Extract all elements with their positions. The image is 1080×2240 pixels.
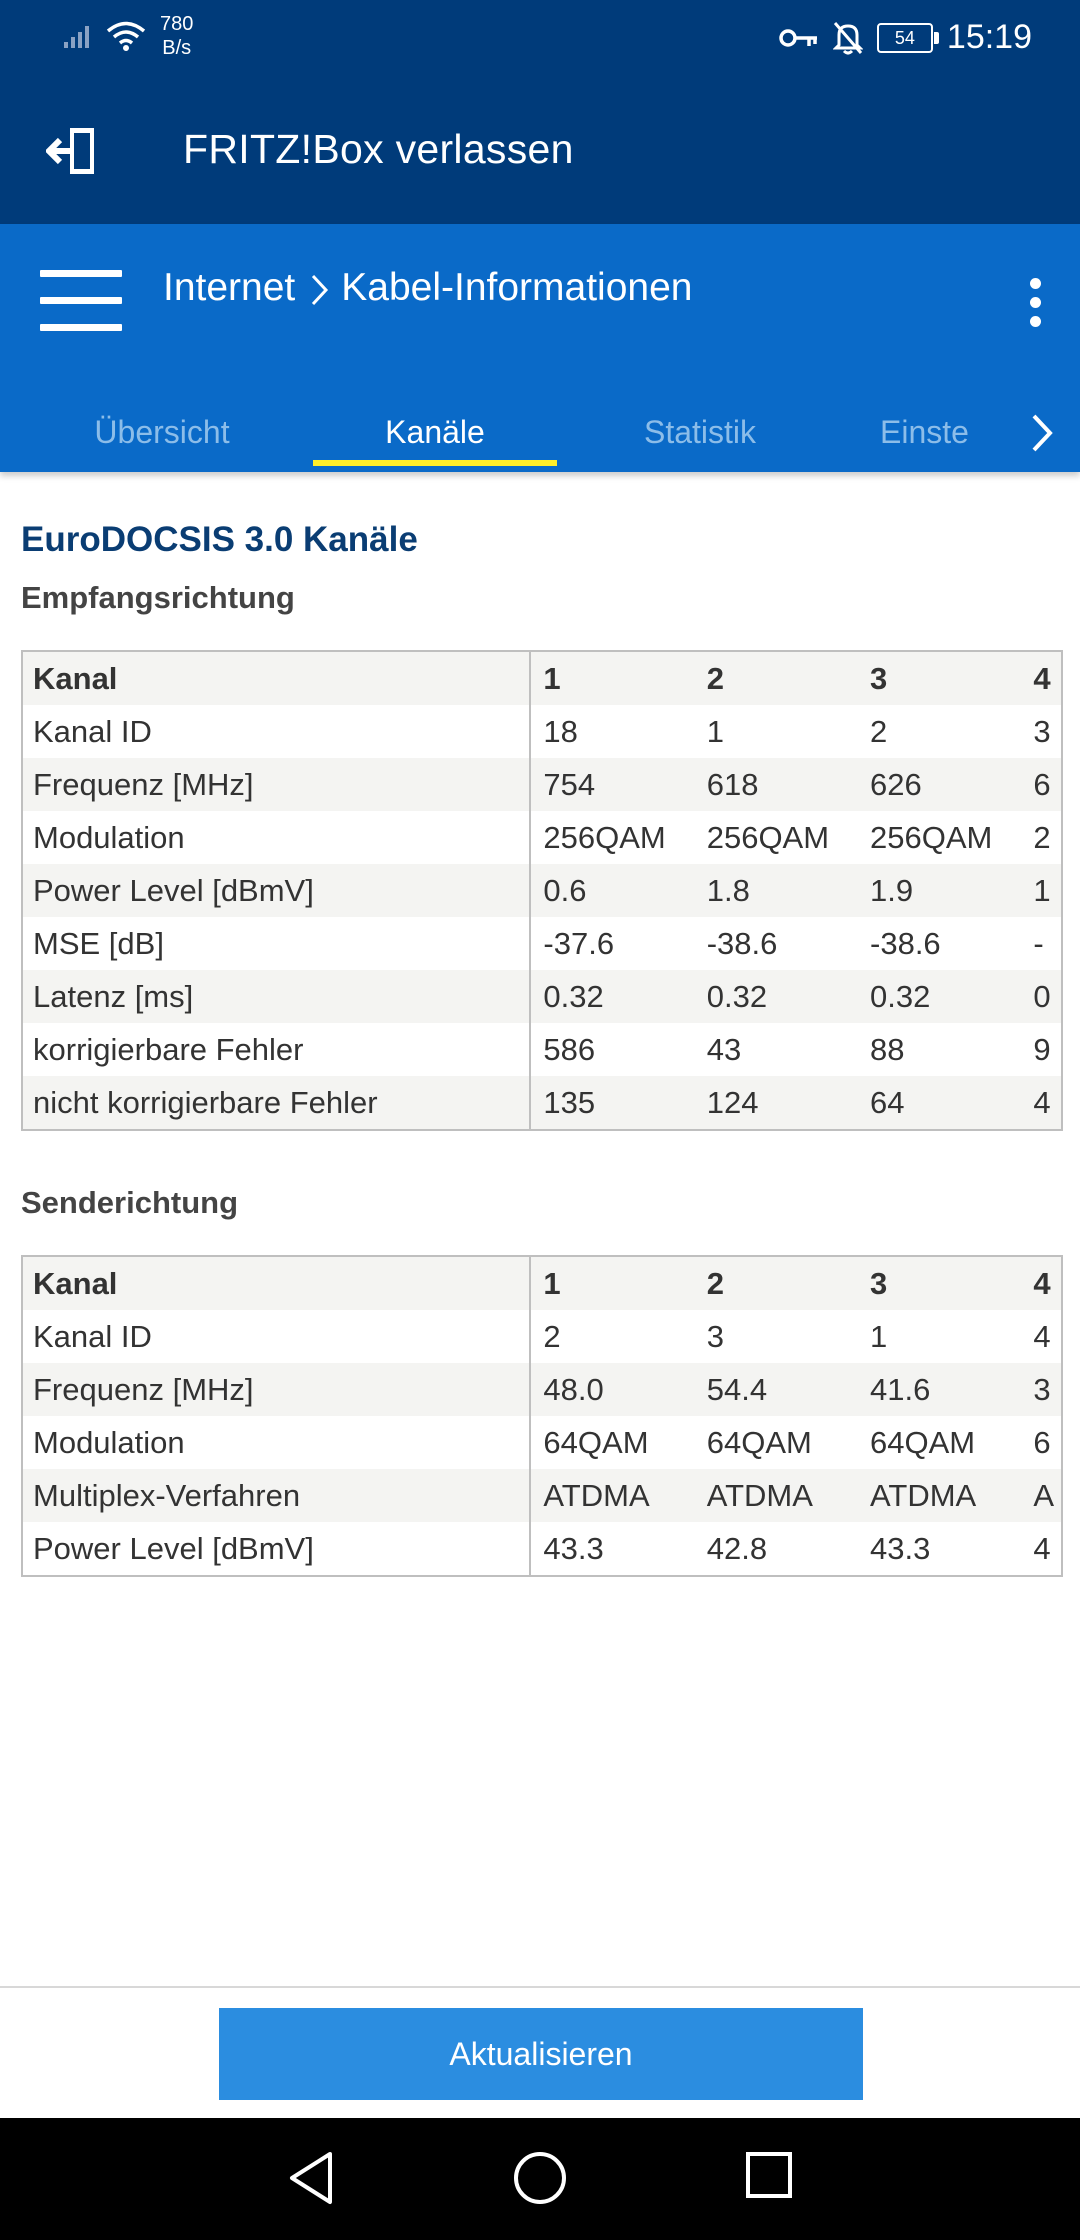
tab-kanaele[interactable]: Kanäle <box>313 392 557 472</box>
signal-icon <box>64 22 96 50</box>
breadcrumb-current: Kabel-Informationen <box>341 266 693 309</box>
row-label-cell: Kanal ID <box>23 705 531 758</box>
table-row <box>23 705 1061 758</box>
row-label-cell: Multiplex-Verfahren <box>23 1469 531 1522</box>
channel-value-cell: 43.3 <box>870 1530 931 1566</box>
channel-value-cell: 0.32 <box>870 978 931 1014</box>
section-heading-downstream: Empfangsrichtung <box>21 580 295 615</box>
wifi-icon <box>106 20 146 52</box>
channel-value-cell: 4 <box>1033 1318 1051 1354</box>
channel-value-cell: -38.6 <box>706 925 778 961</box>
table-row <box>23 917 1061 970</box>
row-label-cell: Modulation <box>23 1416 531 1469</box>
table-row <box>23 970 1061 1023</box>
channel-value-cell: 43.3 <box>543 1530 604 1566</box>
channel-value-cell: 1 <box>543 660 561 696</box>
system-navigation-bar <box>0 2118 1080 2240</box>
channel-value-cell: 6 <box>1033 1424 1051 1460</box>
channel-value-cell: 64QAM <box>543 1424 649 1460</box>
channel-value-cell: 586 <box>543 1031 596 1067</box>
channel-value-cell: 0 <box>1033 978 1051 1014</box>
channel-value-cell: ATDMA <box>543 1477 650 1513</box>
app-title[interactable]: FRITZ!Box verlassen <box>183 126 574 172</box>
table-row <box>23 758 1061 811</box>
table-row <box>23 864 1061 917</box>
battery-indicator: 54 <box>877 23 933 53</box>
vpn-key-icon <box>779 26 819 50</box>
channel-value-cell: 4 <box>1033 660 1051 696</box>
app-bar <box>0 80 1080 224</box>
section-heading-upstream: Senderichtung <box>21 1185 239 1220</box>
channel-value-cell: 754 <box>543 766 596 802</box>
channel-value-cell: 6 <box>1033 766 1051 802</box>
channel-value-cell: 42.8 <box>706 1530 768 1566</box>
channel-value-cell: 0.32 <box>543 978 604 1014</box>
table-row <box>23 1023 1061 1076</box>
channel-value-cell: 41.6 <box>870 1371 931 1407</box>
channel-value-cell: 3 <box>870 1265 888 1301</box>
row-label-cell: Power Level [dBmV] <box>23 864 531 917</box>
channel-value-cell: 1.8 <box>706 872 750 908</box>
channel-value-cell: 256QAM <box>706 819 830 855</box>
recents-icon[interactable] <box>744 2150 794 2200</box>
row-label-cell: Power Level [dBmV] <box>23 1522 531 1575</box>
row-label-cell: korrigierbare Fehler <box>23 1023 531 1076</box>
channel-value-cell: 124 <box>706 1084 759 1120</box>
channel-value-cell: 18 <box>543 713 578 749</box>
row-label-cell: Frequenz [MHz] <box>23 1363 531 1416</box>
chevron-right-icon <box>309 268 331 308</box>
table-row <box>23 1416 1061 1469</box>
channel-value-cell: 1 <box>870 1318 888 1354</box>
more-options-icon[interactable] <box>1030 278 1042 328</box>
table-row <box>23 1076 1061 1129</box>
row-label-cell: Kanal <box>23 1257 531 1310</box>
channel-value-cell: 1 <box>1033 872 1051 908</box>
table-row <box>23 1363 1061 1416</box>
page-title: EuroDOCSIS 3.0 Kanäle <box>21 520 418 559</box>
channel-value-cell: 2 <box>543 1318 561 1354</box>
row-label-cell: Modulation <box>23 811 531 864</box>
navigation-bar <box>0 224 1080 472</box>
breadcrumb <box>163 266 692 310</box>
breadcrumb-parent[interactable]: Internet <box>163 266 296 309</box>
row-label-cell: Kanal <box>23 652 531 705</box>
channel-value-cell: 256QAM <box>543 819 666 855</box>
table-row <box>23 1310 1061 1363</box>
channel-value-cell: 2 <box>1033 819 1051 855</box>
back-icon[interactable] <box>286 2150 336 2206</box>
channel-value-cell: 3 <box>1033 1371 1051 1407</box>
channel-value-cell: 4 <box>1033 1265 1051 1301</box>
channel-value-cell: 4 <box>1033 1530 1051 1566</box>
channel-value-cell: - <box>1033 925 1044 961</box>
tab-bar <box>0 392 1080 472</box>
bottom-action-bar <box>0 1986 1080 2120</box>
menu-icon[interactable] <box>40 270 122 334</box>
channel-value-cell: ATDMA <box>706 1477 813 1513</box>
channel-value-cell: 64 <box>870 1084 905 1120</box>
row-label-cell: Frequenz [MHz] <box>23 758 531 811</box>
channel-value-cell: 43 <box>706 1031 742 1067</box>
main-content <box>21 520 1061 1577</box>
channel-value-cell: 3 <box>1033 713 1051 749</box>
channel-value-cell: 1.9 <box>870 872 914 908</box>
tab-uebersicht[interactable]: Übersicht <box>94 414 230 450</box>
channel-value-cell: 626 <box>870 766 922 802</box>
channel-value-cell: 618 <box>706 766 759 802</box>
status-bar <box>0 0 1080 80</box>
channel-value-cell: 2 <box>706 660 724 696</box>
network-speed: 780 B/s <box>160 13 194 59</box>
channel-value-cell: 88 <box>870 1031 905 1067</box>
channel-value-cell: 2 <box>870 713 888 749</box>
refresh-button[interactable]: Aktualisieren <box>219 2008 863 2100</box>
downstream-table <box>21 650 1063 1131</box>
chevron-right-icon[interactable] <box>1028 410 1058 456</box>
channel-value-cell: 64QAM <box>870 1424 976 1460</box>
table-row <box>23 811 1061 864</box>
home-icon[interactable] <box>512 2150 568 2206</box>
tab-statistik[interactable]: Statistik <box>643 414 757 450</box>
clock: 15:19 <box>946 18 1032 56</box>
table-row <box>23 1469 1061 1522</box>
channel-value-cell: 4 <box>1033 1084 1051 1120</box>
tab-einstellungen[interactable]: Einste <box>880 414 969 450</box>
row-label-cell: Latenz [ms] <box>23 970 531 1023</box>
channel-value-cell: 54.4 <box>706 1371 768 1407</box>
channel-value-cell: 1 <box>706 713 724 749</box>
channel-value-cell: 3 <box>870 660 888 696</box>
channel-value-cell: A <box>1033 1477 1054 1513</box>
row-label-cell: MSE [dB] <box>23 917 531 970</box>
channel-value-cell: ATDMA <box>870 1477 977 1513</box>
channel-value-cell: 3 <box>706 1318 724 1354</box>
channel-value-cell: 1 <box>543 1265 561 1301</box>
channel-value-cell: 2 <box>706 1265 724 1301</box>
channel-value-cell: 64QAM <box>706 1424 812 1460</box>
table-row <box>23 1522 1061 1575</box>
upstream-table <box>21 1255 1063 1577</box>
table-header-row <box>23 1257 1061 1310</box>
channel-value-cell: 256QAM <box>870 819 993 855</box>
table-header-row <box>23 652 1061 705</box>
channel-value-cell: 48.0 <box>543 1371 604 1407</box>
channel-value-cell: -38.6 <box>870 925 941 961</box>
exit-icon[interactable] <box>46 124 100 178</box>
bell-muted-icon <box>833 21 863 55</box>
channel-value-cell: 0.6 <box>543 872 587 908</box>
row-label-cell: Kanal ID <box>23 1310 531 1363</box>
channel-value-cell: -37.6 <box>543 925 615 961</box>
row-label-cell: nicht korrigierbare Fehler <box>23 1076 531 1129</box>
channel-value-cell: 135 <box>543 1084 596 1120</box>
channel-value-cell: 9 <box>1033 1031 1051 1067</box>
channel-value-cell: 0.32 <box>706 978 768 1014</box>
